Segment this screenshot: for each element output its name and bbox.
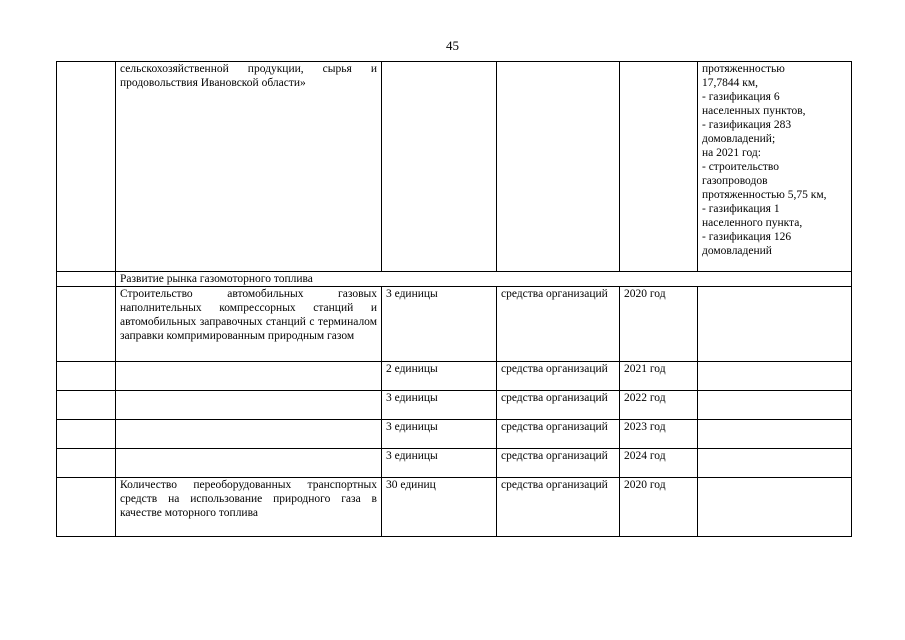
value-cell: 3 единицы bbox=[382, 391, 497, 420]
index-cell bbox=[57, 287, 116, 362]
note-line: населенных пунктов, bbox=[702, 105, 806, 117]
source-cell: средства организаций bbox=[497, 478, 620, 537]
name-cell bbox=[116, 391, 382, 420]
name-cell bbox=[116, 449, 382, 478]
notes-cell bbox=[698, 449, 852, 478]
value-cell bbox=[382, 62, 497, 272]
source-cell: средства организаций bbox=[497, 420, 620, 449]
note-line: - газификация 1 bbox=[702, 203, 780, 215]
year-cell: 2020 год bbox=[620, 287, 698, 362]
notes-cell bbox=[698, 62, 852, 272]
index-cell bbox=[57, 62, 116, 272]
note-line: домовладений; bbox=[702, 133, 776, 145]
source-cell: средства организаций bbox=[497, 362, 620, 391]
year-cell: 2021 год bbox=[620, 362, 698, 391]
table-row bbox=[57, 478, 852, 537]
index-cell bbox=[57, 391, 116, 420]
value-cell: 30 единиц bbox=[382, 478, 497, 537]
source-cell: средства организаций bbox=[497, 391, 620, 420]
value-cell: 3 единицы bbox=[382, 420, 497, 449]
year-cell: 2024 год bbox=[620, 449, 698, 478]
index-cell bbox=[57, 449, 116, 478]
name-cell: сельскохозяйственной продукции, сырья и продовольствия Ивановской области» bbox=[116, 62, 382, 272]
name-cell bbox=[116, 420, 382, 449]
table-row bbox=[57, 449, 852, 478]
name-cell: Количество переоборудованных транспортных средств на использование природного газа в качестве моторного топлива bbox=[116, 478, 382, 537]
value-cell: 2 единицы bbox=[382, 362, 497, 391]
section-title: Развитие рынка газомоторного топлива bbox=[116, 272, 852, 287]
program-table bbox=[56, 61, 852, 537]
source-cell: средства организаций bbox=[497, 287, 620, 362]
notes-cell bbox=[698, 478, 852, 537]
note-line: 17,7844 км, bbox=[702, 77, 758, 89]
source-cell bbox=[497, 62, 620, 272]
table-row bbox=[57, 391, 852, 420]
name-cell: Строительство автомобильных газовых наполнительных компрессорных станций и автомобильных заправочных станций с терминалом заправки компримированным природным газом bbox=[116, 287, 382, 362]
table-row bbox=[57, 62, 852, 272]
page-number: 45 bbox=[446, 38, 459, 53]
index-cell bbox=[57, 478, 116, 537]
notes-cell bbox=[698, 420, 852, 449]
table-row bbox=[57, 272, 852, 287]
note-line: - газификация 126 bbox=[702, 231, 792, 243]
name-cell bbox=[116, 362, 382, 391]
value-cell: 3 единицы bbox=[382, 287, 497, 362]
note-line: газопроводов bbox=[702, 175, 768, 187]
note-line: - газификация 6 bbox=[702, 91, 780, 103]
note-line: населенного пункта, bbox=[702, 217, 803, 229]
table-row bbox=[57, 420, 852, 449]
year-cell: 2020 год bbox=[620, 478, 698, 537]
value-cell: 3 единицы bbox=[382, 449, 497, 478]
table-row bbox=[57, 362, 852, 391]
index-cell bbox=[57, 362, 116, 391]
notes-cell bbox=[698, 362, 852, 391]
notes-cell bbox=[698, 287, 852, 362]
notes-cell bbox=[698, 391, 852, 420]
year-cell: 2023 год bbox=[620, 420, 698, 449]
note-line: домовладений bbox=[702, 245, 772, 257]
note-line: - газификация 283 bbox=[702, 119, 792, 131]
index-cell bbox=[57, 420, 116, 449]
year-cell: 2022 год bbox=[620, 391, 698, 420]
note-line: протяженностью 5,75 км, bbox=[702, 189, 827, 201]
year-cell bbox=[620, 62, 698, 272]
note-line: протяженностью bbox=[702, 63, 785, 75]
table-row bbox=[57, 287, 852, 362]
note-line: на 2021 год: bbox=[702, 147, 761, 159]
source-cell: средства организаций bbox=[497, 449, 620, 478]
note-line: - строительство bbox=[702, 161, 779, 173]
index-cell bbox=[57, 272, 116, 287]
